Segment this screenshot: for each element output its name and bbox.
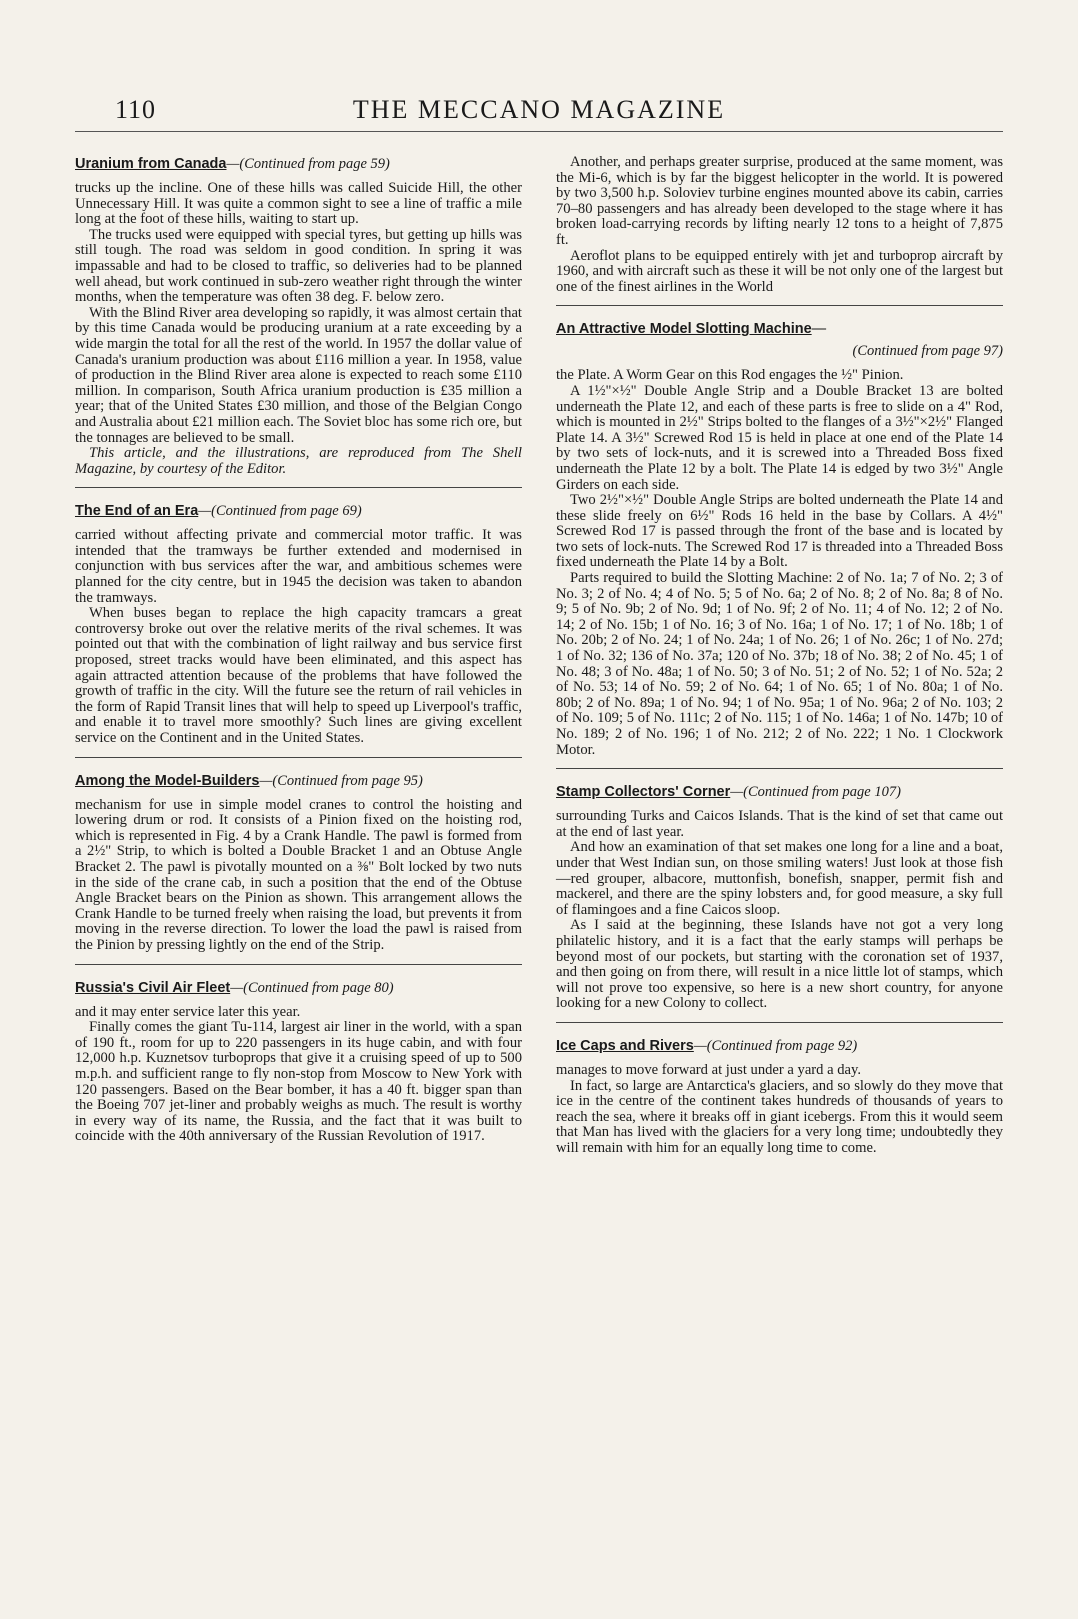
paragraph: carried without affecting private and commercial motor traffic. It was intended that the tramways be further extended and modernised in conjunction with bus services after the war, and ambitious schemes were planned for the city centre, but in 1945 the decision was taken to abandon the tramways. xyxy=(75,527,522,606)
section-heading xyxy=(75,502,522,520)
paragraph: surrounding Turks and Caicos Islands. That is the kind of set that came out at the end of last year. xyxy=(556,808,1003,840)
paragraph: Another, and perhaps greater surprise, produced at the same moment, was the Mi-6, which is by far the biggest helicopter in the world. It is powered by two 3,500 h.p. Soloviev turbine engines mounted above its cabin, carries 70–80 passengers and has already been developed to the stage where it has broken load-carrying records by lifting nearly 12 tons to a height of 7,875 ft. xyxy=(556,154,1003,248)
article-ice-caps-and-rivers xyxy=(556,1037,1003,1157)
section-heading xyxy=(75,772,522,790)
paragraph: And how an examination of that set makes one long for a line and a boat, under that West Indian sun, on those smiling waters! Just look at those fish—red grouper, albacore, muttonfish, bonefish, snapper, permit fish and mackerel, and there are the spiny lobsters and, for good measure, a sky full of flamingoes and a fine Caicos sloop. xyxy=(556,839,1003,918)
paragraph: the Plate. A Worm Gear on this Rod engages the ½" Pinion. xyxy=(556,367,904,384)
continued-note: —(Continued from page 59) xyxy=(226,156,390,172)
paragraph: In fact, so large are Antarctica's glaciers, and so slowly do they move that ice in the centre of the continent takes hundreds of thousands of years to reach the sea, where it breaks off in giant icebergs. From this it would seem that Man has lived with the glaciers for a very long time; undoubtedly they will remain with him for an equally long time to come. xyxy=(556,1077,1003,1156)
section-divider xyxy=(556,768,1003,769)
paragraph: A 1½"×½" Double Angle Strip and a Double Bracket 13 are bolted underneath the Plate 12, and each of these parts is free to slide on a 4" Rod, which is mounted in 2½" Strips bolted to the flanges of a 3½"×2½" Flanged Plate 14. A 3½" Screwed Rod 15 is held in place at one end of the Plate 14 by two sets of lock-nuts, and it is screwed into a Threaded Boss fixed underneath the Plate 12 by a bolt. The Plate 14 is edged by two 3½" Angle Girders on each side. xyxy=(556,382,1003,493)
section-title: Russia's Civil Air Fleet xyxy=(75,979,231,996)
paragraph: and it may enter service later this year. xyxy=(75,1003,301,1020)
article-model-slotting-machine xyxy=(556,320,1003,758)
continued-note: —(Continued from page 80) xyxy=(230,979,394,996)
section-divider xyxy=(556,1022,1003,1023)
continued-note: —(Continued from page 92) xyxy=(693,1037,858,1054)
article-uranium-from-canada xyxy=(75,155,522,477)
section-divider xyxy=(75,757,522,758)
parts-list: Parts required to build the Slotting Machine: 2 of No. 1a; 7 of No. 2; 3 of No. 3; 2 of No. 4; 4 of No. 5; 5 of No. 6a; 2 of No. 8; 2 of No. 8a; 8 of No. 9; 5 of No. 9b; 2 of No. 9d; 1 of No. 9f; 2 of No. 11; 4 of No. 12; 2 of No. 14; 2 of No. 15b; 1 of No. 16; 3 of No. 16a; 1 of No. 17; 1 of No. 18b; 1 of No. 20b; 2 of No. 24; 1 of No. 24a; 1 of No. 26; 1 of No. 26c; 1 of No. 27d; 1 of No. 32; 136 of No. 37a; 120 of No. 37b; 18 of No. 38; 2 of No. 45; 1 of No. 48; 3 of No. 48a; 1 of No. 50; 3 of No. 51; 2 of No. 52; 1 of No. 52a; 2 of No. 53; 14 of No. 59; 2 of No. 64; 1 of No. 65; 1 of No. 80a; 1 of No. 80b; 2 of No. 89a; 1 of No. 94; 1 of No. 95a; 1 of No. 96a; 2 of No. 103; 2 of No. 109; 5 of No. 111c; 2 of No. 115; 1 of No. 146a; 1 of No. 147b; 10 of No. 189; 2 of No. 196; 1 of No. 212; 2 of No. 222; 1 No. 1 Clockwork Motor. xyxy=(556,570,1003,758)
section-heading xyxy=(556,783,1003,801)
section-title: Ice Caps and Rivers xyxy=(556,1037,694,1054)
section-heading: An Attractive Model Slotting Machine— (Continued from page 97) xyxy=(556,321,1003,360)
section-heading xyxy=(556,1037,1003,1055)
header-rule xyxy=(75,131,1003,132)
paragraph: The trucks used were equipped with special tyres, but getting up hills was still tough. The road was seldom in good condition. In spring it was impassable and had to be closed to traffic, so deliveries had to be planned well ahead, but work continued in sub-zero weather right through the winter months, when the temperature was often 38 deg. F. below zero. xyxy=(75,226,522,306)
magazine-title: THE MECCANO MAGAZINE xyxy=(352,95,726,124)
section-divider xyxy=(556,305,1003,306)
article-among-the-model-builders xyxy=(75,772,522,954)
section-title: Stamp Collectors' Corner xyxy=(556,784,731,801)
page-header xyxy=(75,95,1003,131)
continued-note: —(Continued from page 69) xyxy=(198,503,362,520)
article-end-of-an-era xyxy=(75,502,522,746)
article-stamp-collectors-corner xyxy=(556,783,1003,1012)
credit-note: This article, and the illustrations, are reproduced from The Shell Magazine, by courtesy of the Editor. xyxy=(75,445,522,477)
section-divider xyxy=(75,487,522,488)
paragraph: mechanism for use in simple model cranes to control the hoisting and lowering drum or rod. It consists of a Pinion fixed on the hoisting rod, which is represented in Fig. 4 by a Crank Handle. The pawl is formed from a 2½" Strip, to which is bolted a Double Bracket 1 and an Obtuse Angle Bracket 2. The pawl is pivotally mounted on a ⅜" Bolt locked by two nuts in the side of the crane cab, in such a position that the end of the Obtuse Angle Bracket bears on the Pinion as shown. This arrangement allows the Crank Handle to be turned freely when raising the load, but prevents it from moving in the reverse direction. To lower the load the pawl is raised from the Pinion by pressing lightly on the end of the Strip. xyxy=(75,796,522,953)
paragraph: With the Blind River area developing so rapidly, it was almost certain that by this time Canada would be producing uranium at a rate exceeding by a wide margin the total for all the rest of the world. In 1957 the dollar value of Canada's uranium production was about £116 million a year. In 1958, value of production in the Blind River area alone is expected to reach some £110 million. In comparison, South Africa uranium production is £35 million a year; that of the United States £30 million, and those of the Belgian Congo and Australia about £21 million each. The Soviet bloc has some rich ore, but the tonnages are believed to be small. xyxy=(75,304,522,446)
section-title: An Attractive Model Slotting Machine xyxy=(556,321,812,338)
section-divider xyxy=(75,964,522,965)
section-heading xyxy=(75,155,522,173)
continued-note: —(Continued from page 95) xyxy=(259,772,423,789)
section-title: Uranium from Canada xyxy=(75,156,227,172)
paragraph: Two 2½"×½" Double Angle Strips are bolted underneath the Plate 14 and these slide freely on 6½" Rods 16 held in the base by Collars. A 4½" Screwed Rod 17 is passed through the front of the base and is located by two sets of lock-nuts. The Screwed Rod 17 is threaded into a Threaded Boss fixed underneath the Plate 14 by a Bolt. xyxy=(556,492,1003,571)
left-column xyxy=(75,155,522,1155)
paragraph: As I said at the beginning, these Islands have not got a very long philatelic history, and it is a fact that the early stamps will perhaps be beyond most of our pockets, but starting with the coronation set of 1937, and then going on from there, will result in a nice little lot of stamps, which will not prove too expensive, so here is a new short country, for anyone looking for a new Colony to collect. xyxy=(556,917,1003,1012)
right-column xyxy=(556,155,1003,1166)
paragraph: Finally comes the giant Tu-114, largest air liner in the world, with a span of 190 ft., room for up to 220 passengers in its huge cabin, and with four 12,000 h.p. Kuznetsov turboprops that give it a cruising speed of up to 500 m.p.h. and sufficient range to fly non-stop from Moscow to New York with 120 passengers. Based on the Bear bomber, it has a 40 ft. bigger span than the Boeing 707 jet-liner and probably weighs as much. The result is worthy in every way of its name, the Russia, and the fact that it was built to coincide with the 40th anniversary of the Russian Revolution of 1917. xyxy=(75,1019,522,1145)
section-title: The End of an Era xyxy=(75,503,199,520)
paragraph: When buses began to replace the high capacity tramcars a great controversy broke out over the relative merits of the rival schemes. It was pointed out that with the combination of light railway and bus service first proposed, street tracks would have been eliminated, and this aspect has again attracted attention because of the problems that have followed the growth of traffic in the city. Will the future see the return of rail vehicles in the form of Rapid Transit lines that will help to speed up Liverpool's traffic, and enable it to travel more smoothly? Such lines are giving excellent service on the Continent and in the United States. xyxy=(75,605,522,746)
continued-note: —(Continued from page 107) xyxy=(730,784,901,801)
article-russias-civil-air-fleet-cont xyxy=(556,155,1003,295)
paragraph: manages to move forward at just under a yard a day. xyxy=(556,1061,862,1078)
section-title: Among the Model-Builders xyxy=(75,772,260,789)
page-number: 110 xyxy=(115,95,157,124)
article-russias-civil-air-fleet xyxy=(75,979,522,1145)
continued-note: (Continued from page 97) xyxy=(852,343,1003,360)
paragraph: Aeroflot plans to be equipped entirely with jet and turboprop aircraft by 1960, and with aircraft such as these it will be not only one of the largest but one of the finest airlines in the World xyxy=(556,247,1003,295)
section-heading xyxy=(75,979,522,997)
paragraph: trucks up the incline. One of these hills was called Suicide Hill, the other Unnecessary Hill. It was quite a common sight to see a line of traffic a mile long at the foot of these hills, waiting to start up. xyxy=(75,180,522,228)
